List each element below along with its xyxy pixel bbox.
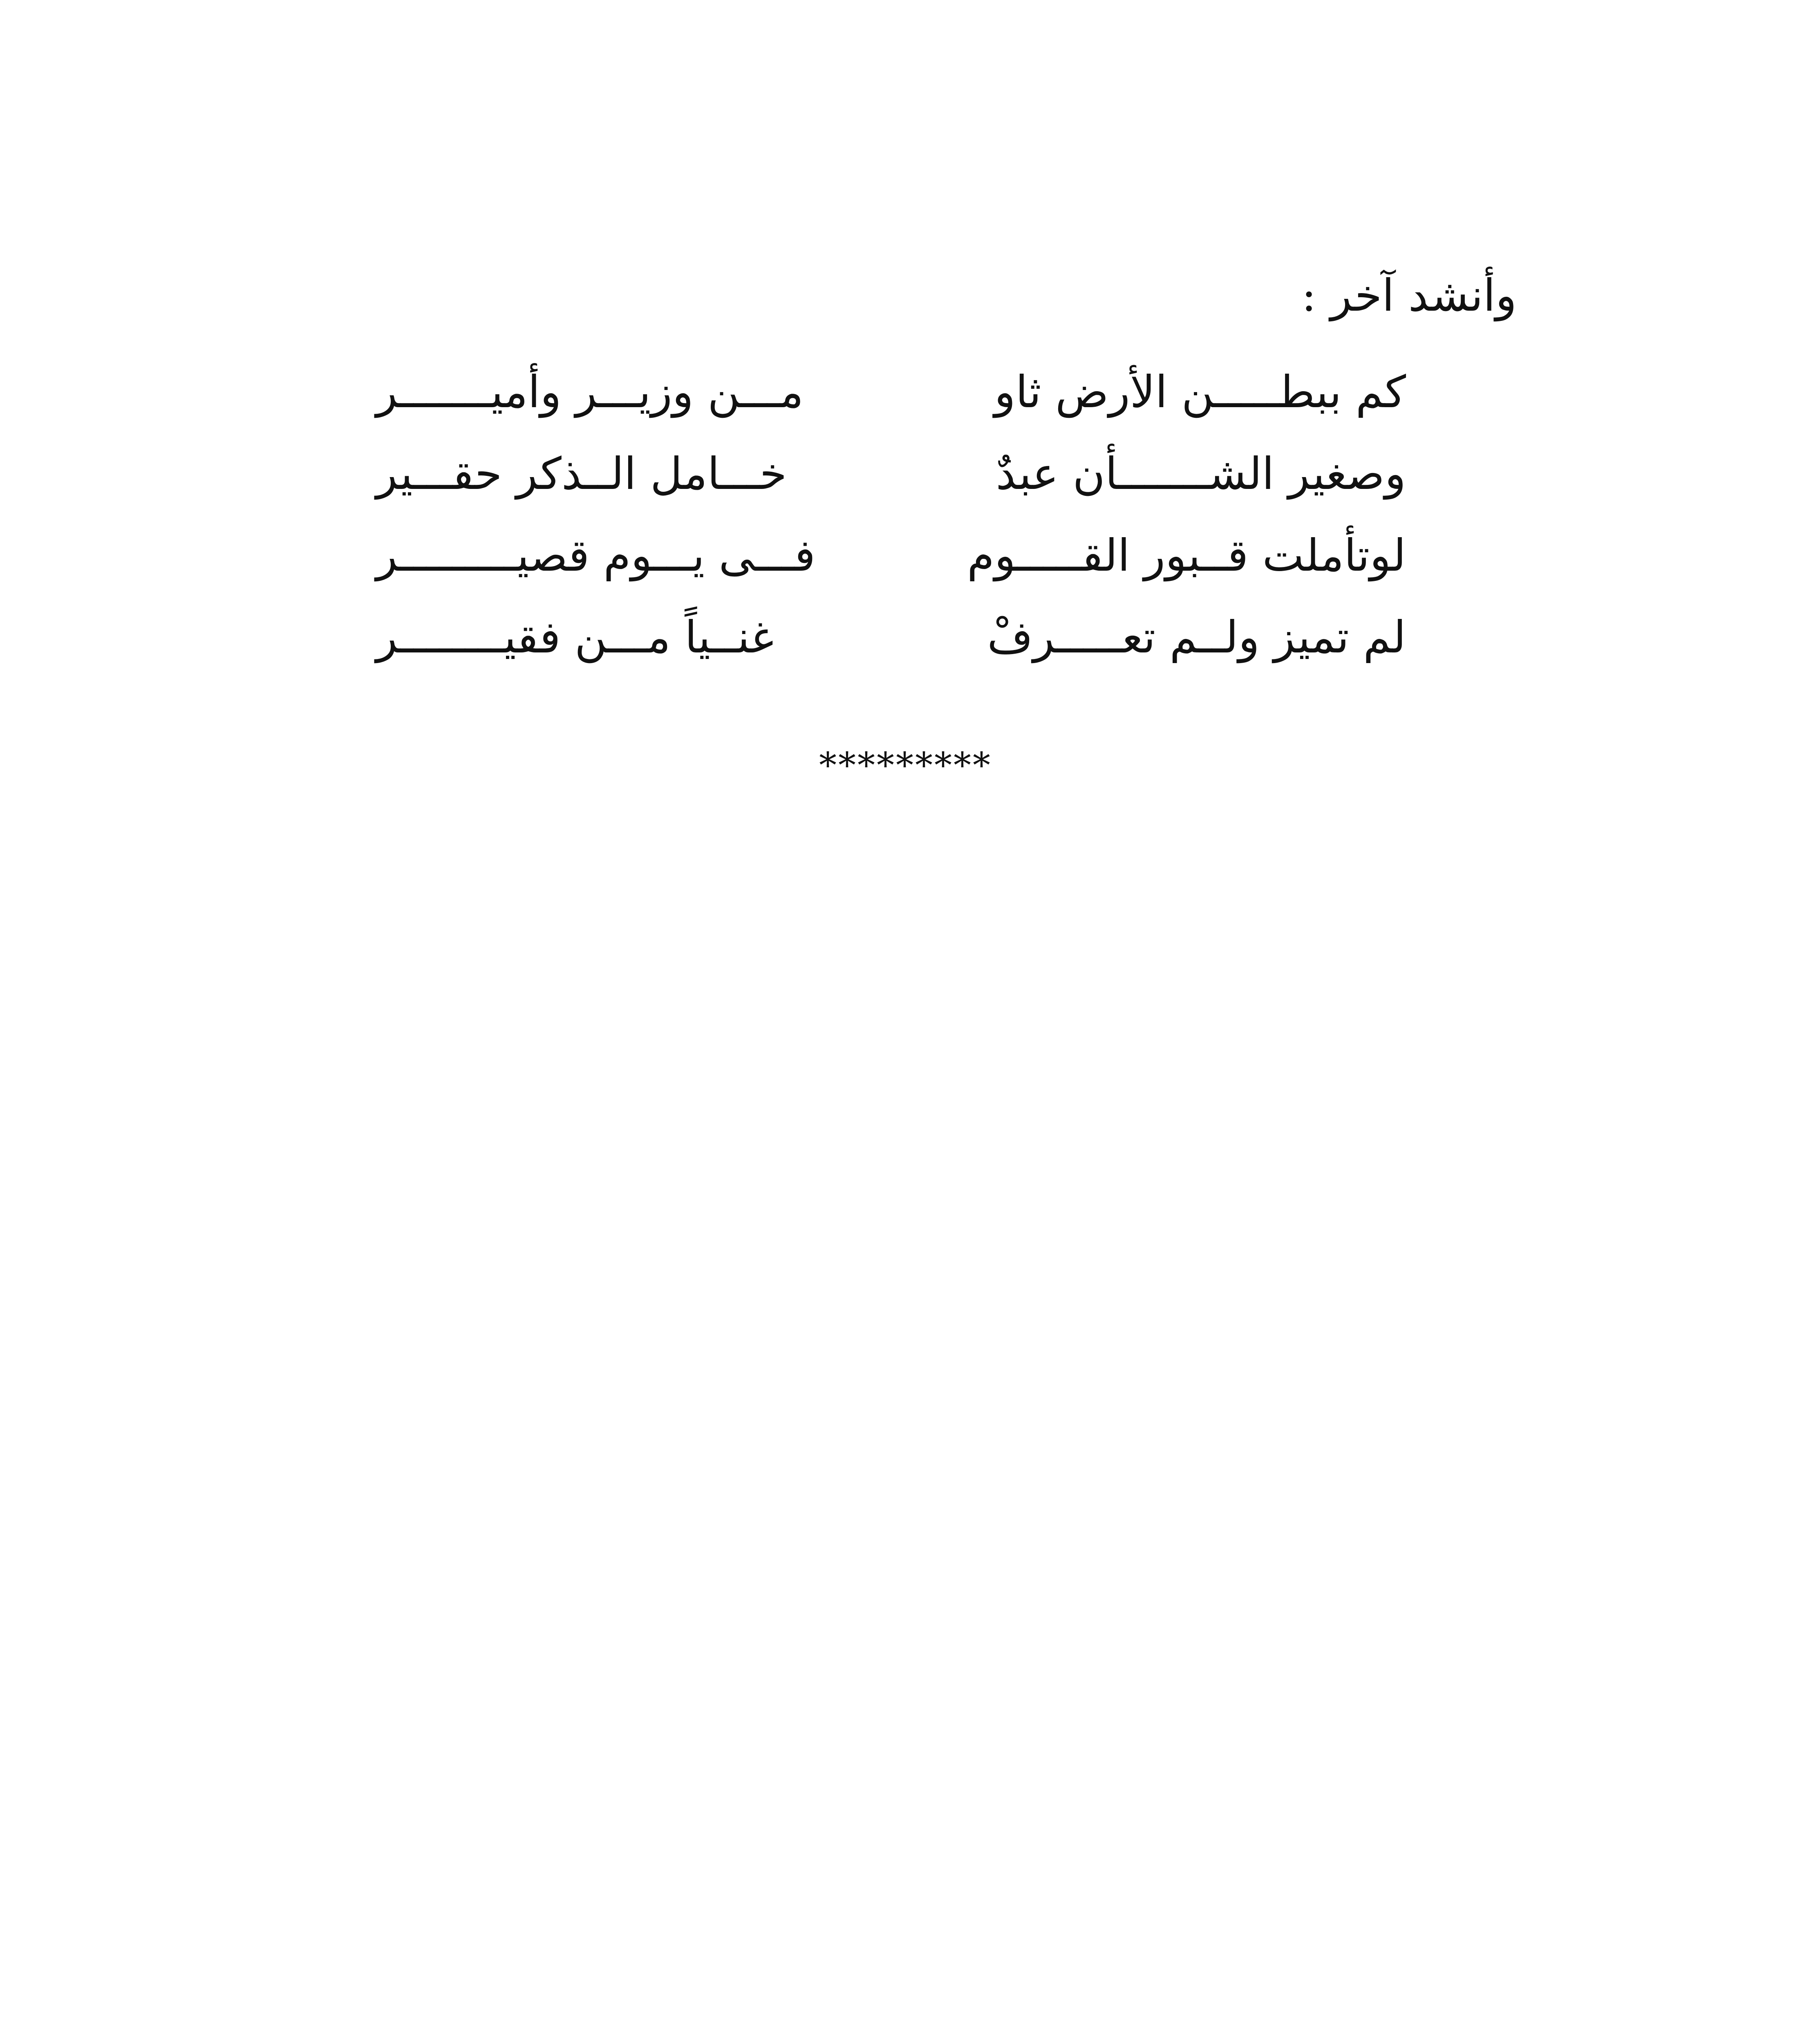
poem: [376, 352, 1406, 679]
verse: [376, 352, 1406, 433]
verse: [376, 515, 1406, 597]
verse-second-hemistich: غنــياً مـــن فقيــــــــر: [376, 612, 774, 663]
verse-first-hemistich: لوتأملت قــبور القـــــوم: [967, 530, 1406, 581]
verse-second-hemistich: خـــامل الــذكر حقـــير: [376, 448, 787, 500]
verse-second-hemistich: مـــن وزيـــر وأميـــــــر: [376, 367, 804, 418]
verse-first-hemistich: لم تميز ولــم تعـــــرفْ: [987, 612, 1406, 663]
section-separator: *********: [819, 745, 992, 786]
poem-intro: وأنشد آخر :: [1301, 270, 1517, 321]
verse-first-hemistich: كم ببطـــــن الأرض ثاو: [994, 367, 1406, 418]
verse: [376, 433, 1406, 515]
verse-first-hemistich: وصغير الشـــــــأن عبدٌ: [996, 448, 1406, 500]
verse: [376, 597, 1406, 679]
verse-second-hemistich: فـــى يـــوم قصيـــــــــر: [376, 530, 816, 581]
